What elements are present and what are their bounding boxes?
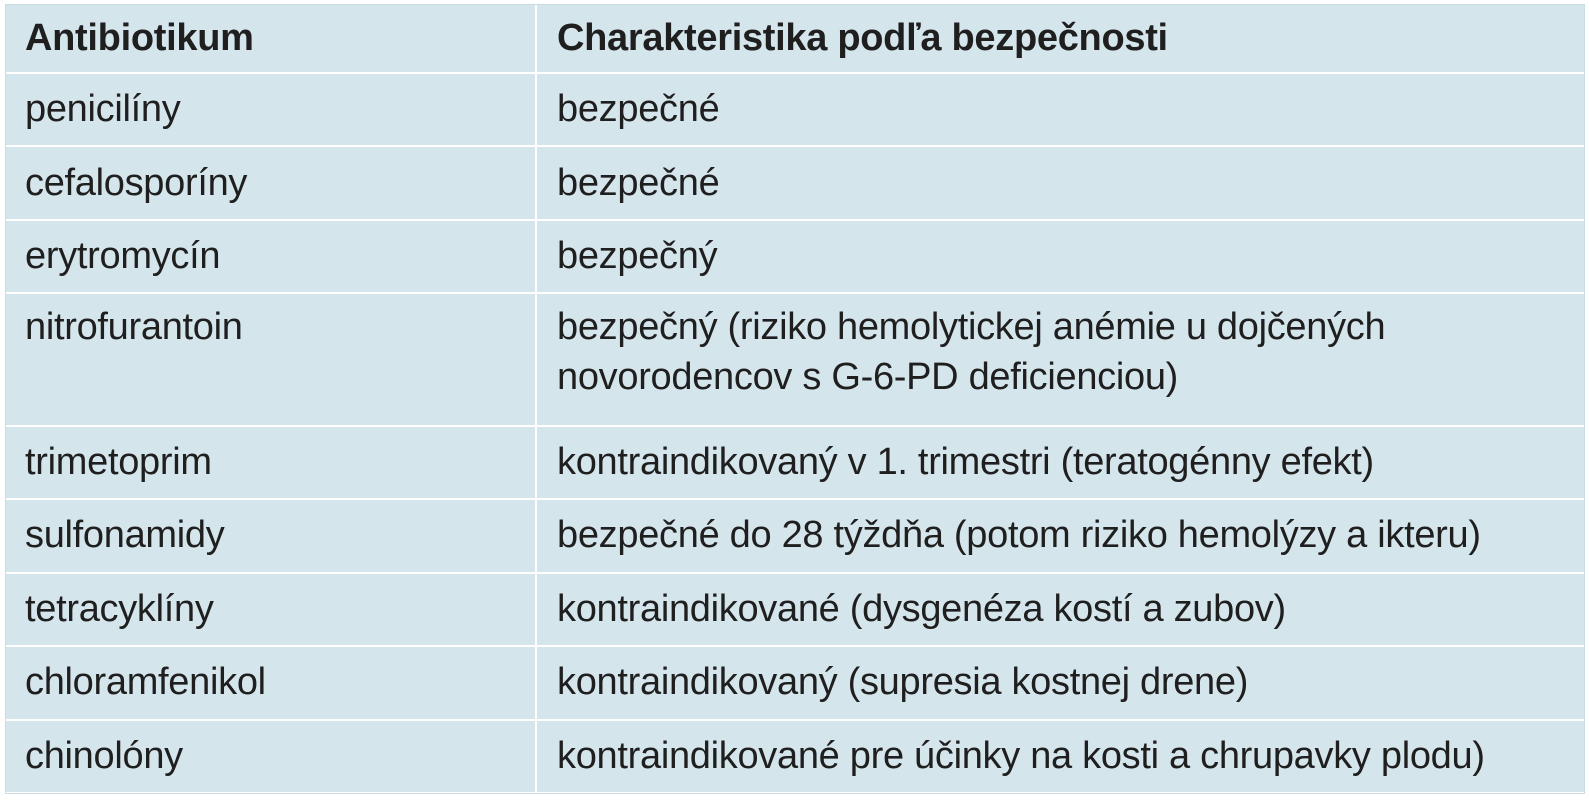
safety-cell	[536, 720, 1585, 793]
safety-cell	[536, 146, 1585, 219]
table-row	[5, 426, 1585, 499]
safety-cell	[536, 646, 1585, 719]
safety-cell	[536, 573, 1585, 646]
table-row	[5, 146, 1585, 219]
antibiotic-cell: erytromycín	[5, 220, 536, 293]
safety-text: kontraindikované pre účinky na kosti a chrupavky plodu)	[557, 734, 1485, 777]
safety-text: bezpečný	[557, 235, 718, 278]
antibiotic-cell: chloramfenikol	[5, 646, 536, 719]
table-row	[5, 646, 1585, 719]
safety-text: bezpečné	[557, 161, 720, 204]
safety-text-line-2: novorodencov s G-6-PD deficienciou)	[557, 356, 1179, 399]
antibiotic-cell: trimetoprim	[5, 426, 536, 499]
table-row	[5, 573, 1585, 646]
header-safety-characteristics: Charakteristika podľa bezpečnosti	[536, 4, 1585, 73]
antibiotic-cell: sulfonamidy	[5, 499, 536, 572]
table-header-row	[5, 4, 1585, 73]
safety-cell	[536, 73, 1585, 146]
safety-text-line-1: bezpečný (riziko hemolytickej anémie u dojčených	[557, 306, 1386, 349]
header-antibiotic: Antibiotikum	[5, 4, 536, 73]
antibiotics-safety-table	[5, 4, 1585, 794]
table-row	[5, 293, 1585, 426]
safety-text: kontraindikovaný v 1. trimestri (teratogénny efekt)	[557, 441, 1374, 484]
safety-cell	[536, 220, 1585, 293]
antibiotic-cell: penicilíny	[5, 73, 536, 146]
antibiotic-cell: chinolóny	[5, 720, 536, 793]
safety-text: bezpečné do 28 týždňa (potom riziko hemolýzy a ikteru)	[557, 514, 1481, 557]
table-row	[5, 720, 1585, 793]
safety-cell	[536, 293, 1585, 426]
safety-cell	[536, 499, 1585, 572]
safety-text: kontraindikovaný (supresia kostnej drene)	[557, 661, 1249, 704]
table-row	[5, 73, 1585, 146]
table-row	[5, 220, 1585, 293]
antibiotics-table-container	[5, 4, 1585, 794]
antibiotic-cell: nitrofurantoin	[5, 293, 536, 426]
table-row	[5, 499, 1585, 572]
safety-cell	[536, 426, 1585, 499]
antibiotic-cell: cefalosporíny	[5, 146, 536, 219]
antibiotic-cell: tetracyklíny	[5, 573, 536, 646]
safety-text: kontraindikované (dysgenéza kostí a zubov)	[557, 587, 1286, 630]
safety-text: bezpečné	[557, 88, 720, 131]
